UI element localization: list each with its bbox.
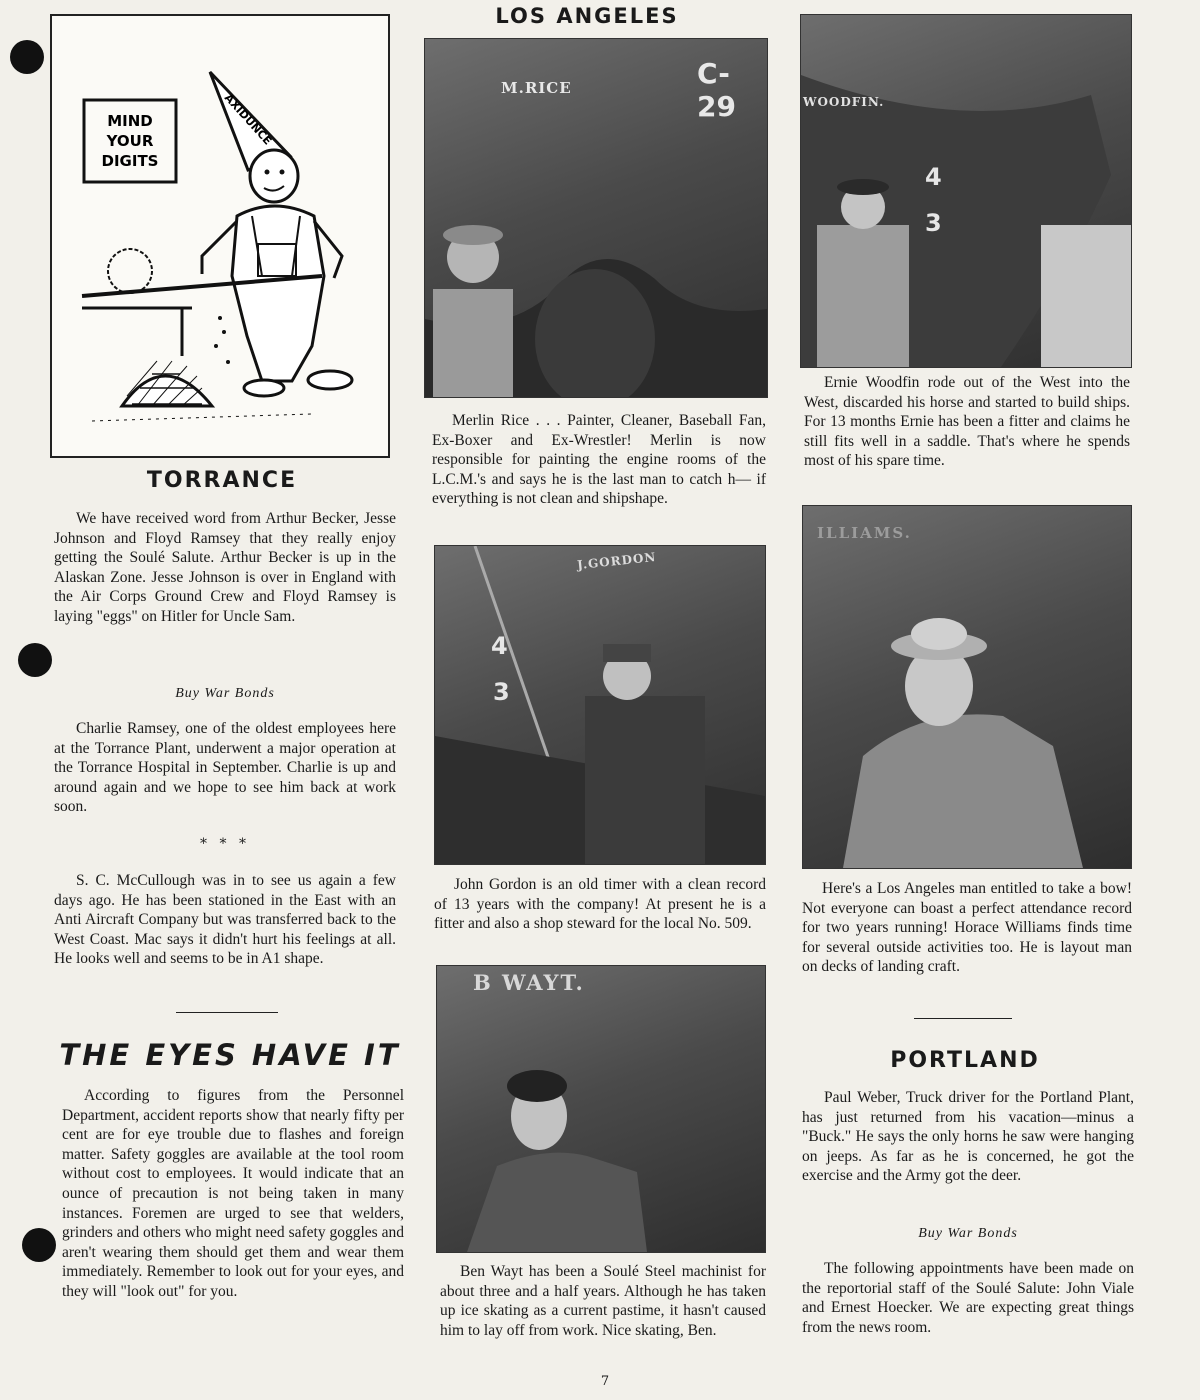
photo-ben-wayt bbox=[436, 965, 766, 1253]
caption-john-gordon bbox=[434, 875, 766, 934]
portland-article-2 bbox=[802, 1259, 1134, 1337]
torrance-paragraph-3: S. C. McCullough was in to see us again a few days ago. He has been stationed in the East with an Anti Aircraft Company but was transferred back to the West Coast. Mac says it didn't hurt his feelings at all. He looks well and seems to be in A1 shape. bbox=[54, 872, 396, 968]
hull-name-woodfin: WOODFIN. bbox=[803, 95, 885, 109]
torrance-article-3 bbox=[54, 871, 396, 969]
safety-cartoon bbox=[50, 14, 390, 458]
caption-rice-text: Merlin Rice . . . Painter, Cleaner, Baseball Fan, Ex-Boxer and Ex-Wrestler! Merlin is now responsible for painting the engine rooms of the L.C.M.'s and says he is the last man to catch h— if everything is not clean and shipshape. bbox=[432, 412, 766, 508]
portland-paragraph-2: The following appointments have been made on the reportorial staff of the Soulé Salute: John Viale and Ernest Hoecker. We are expecting great things from the news room. bbox=[802, 1260, 1134, 1336]
torrance-article-2 bbox=[54, 719, 396, 817]
torrance-article bbox=[54, 509, 396, 627]
hull-number-gordon-2: 3 bbox=[493, 678, 510, 706]
caption-merlin-rice bbox=[432, 411, 766, 509]
photo-john-gordon bbox=[434, 545, 766, 865]
caption-horace-williams bbox=[802, 879, 1132, 977]
portland-paragraph-1: Paul Weber, Truck driver for the Portland Plant, has just returned from his vacation—minus a "Buck." He says the only horns he saw were hanging on jeeps. As far as he is concerned, he got the exercise and the Army got the deer. bbox=[802, 1089, 1134, 1185]
torrance-paragraph-2: Charlie Ramsey, one of the oldest employees here at the Torrance Plant, underwent a major operation at the Torrance Hospital in September. Charlie is up and around again and we hope to see him back at work soon. bbox=[54, 720, 396, 816]
portland-heading: PORTLAND bbox=[890, 1048, 1040, 1073]
hull-name-williams: ILLIAMS. bbox=[817, 524, 912, 542]
divider-left bbox=[176, 1012, 278, 1013]
binder-hole-bottom bbox=[22, 1228, 56, 1262]
hull-number-woodfin-1: 4 bbox=[925, 163, 942, 191]
photo-merlin-rice bbox=[424, 38, 768, 398]
caption-gordon-text: John Gordon is an old timer with a clean record of 13 years with the company! At present he is a fitter and also a shop steward for the local No. 509. bbox=[434, 876, 766, 933]
los-angeles-heading: LOS ANGELES bbox=[495, 4, 679, 28]
caption-ernie-woodfin bbox=[804, 373, 1130, 471]
page-number: 7 bbox=[600, 1374, 610, 1389]
photo-horace-williams bbox=[802, 505, 1132, 869]
hull-name-gordon: J.GORDON bbox=[576, 549, 657, 573]
sign-line-2: YOUR bbox=[106, 132, 154, 150]
eyes-heading: THE EYES HAVE IT bbox=[59, 1038, 401, 1072]
caption-woodfin-text: Ernie Woodfin rode out of the West into the West, discarded his horse and started to build ships. For 13 months Ernie has been a fitter and claims he still fits well in a saddle. That's where he spends most of his spare time. bbox=[804, 374, 1130, 470]
hull-number-rice: C-29 bbox=[697, 57, 736, 123]
torrance-heading: TORRANCE bbox=[146, 468, 298, 493]
torrance-buy-war-bonds: Buy War Bonds bbox=[175, 686, 275, 701]
portland-article bbox=[802, 1088, 1134, 1186]
sign-line-3: DIGITS bbox=[101, 152, 159, 170]
caption-wayt-text: Ben Wayt has been a Soulé Steel machinist for about three and a half years. Although he has taken up ice skating as a current pastime, it hasn't caused him to lay off from work. Nice skating, Ben. bbox=[440, 1263, 766, 1339]
section-stars: * * * bbox=[200, 836, 250, 852]
photo-ernie-woodfin bbox=[800, 14, 1132, 368]
cartoon-drawing bbox=[52, 16, 388, 456]
eyes-article bbox=[62, 1086, 404, 1302]
binder-hole-top bbox=[10, 40, 44, 74]
hull-number-gordon-1: 4 bbox=[491, 632, 508, 660]
hull-name-wayt: B WAYT. bbox=[473, 970, 585, 995]
sign-line-1: MIND bbox=[107, 112, 153, 130]
divider-right bbox=[914, 1018, 1012, 1019]
caption-williams-text: Here's a Los Angeles man entitled to take a bow! Not everyone can boast a perfect attendance record for two years running! Horace Williams finds time for several outside activities too. He is layout man on decks of landing craft. bbox=[802, 880, 1132, 976]
caption-ben-wayt bbox=[440, 1262, 766, 1340]
hull-number-woodfin-2: 3 bbox=[925, 209, 942, 237]
hat-text: AXIDUNCE bbox=[221, 91, 275, 148]
torrance-paragraph-1: We have received word from Arthur Becker, Jesse Johnson and Floyd Ramsey that they really enjoy getting the Soulé Salute. Arthur Becker is up in the Alaskan Zone. Jesse Johnson is over in England with the Air Corps Ground Crew and Floyd Ramsey is laying "eggs" on Hitler for Uncle Sam. bbox=[54, 510, 396, 625]
eyes-paragraph: According to figures from the Personnel Department, accident reports show that nearly fifty per cent are for eye trouble due to flashes and foreign matter. Safety goggles are available at the tool room without cost to employees. It would indicate that an ounce of precaution is not being taken in many instances. Foremen are urged to see that welders, grinders and others who might need safety goggles and aren't wearing them should get them and wear them immediately. Remember to look out for your eyes, and they will "look out" for you. bbox=[62, 1087, 404, 1300]
portland-buy-war-bonds: Buy War Bonds bbox=[918, 1226, 1018, 1241]
binder-hole-middle bbox=[18, 643, 52, 677]
hull-name-rice: M.RICE bbox=[501, 79, 572, 97]
